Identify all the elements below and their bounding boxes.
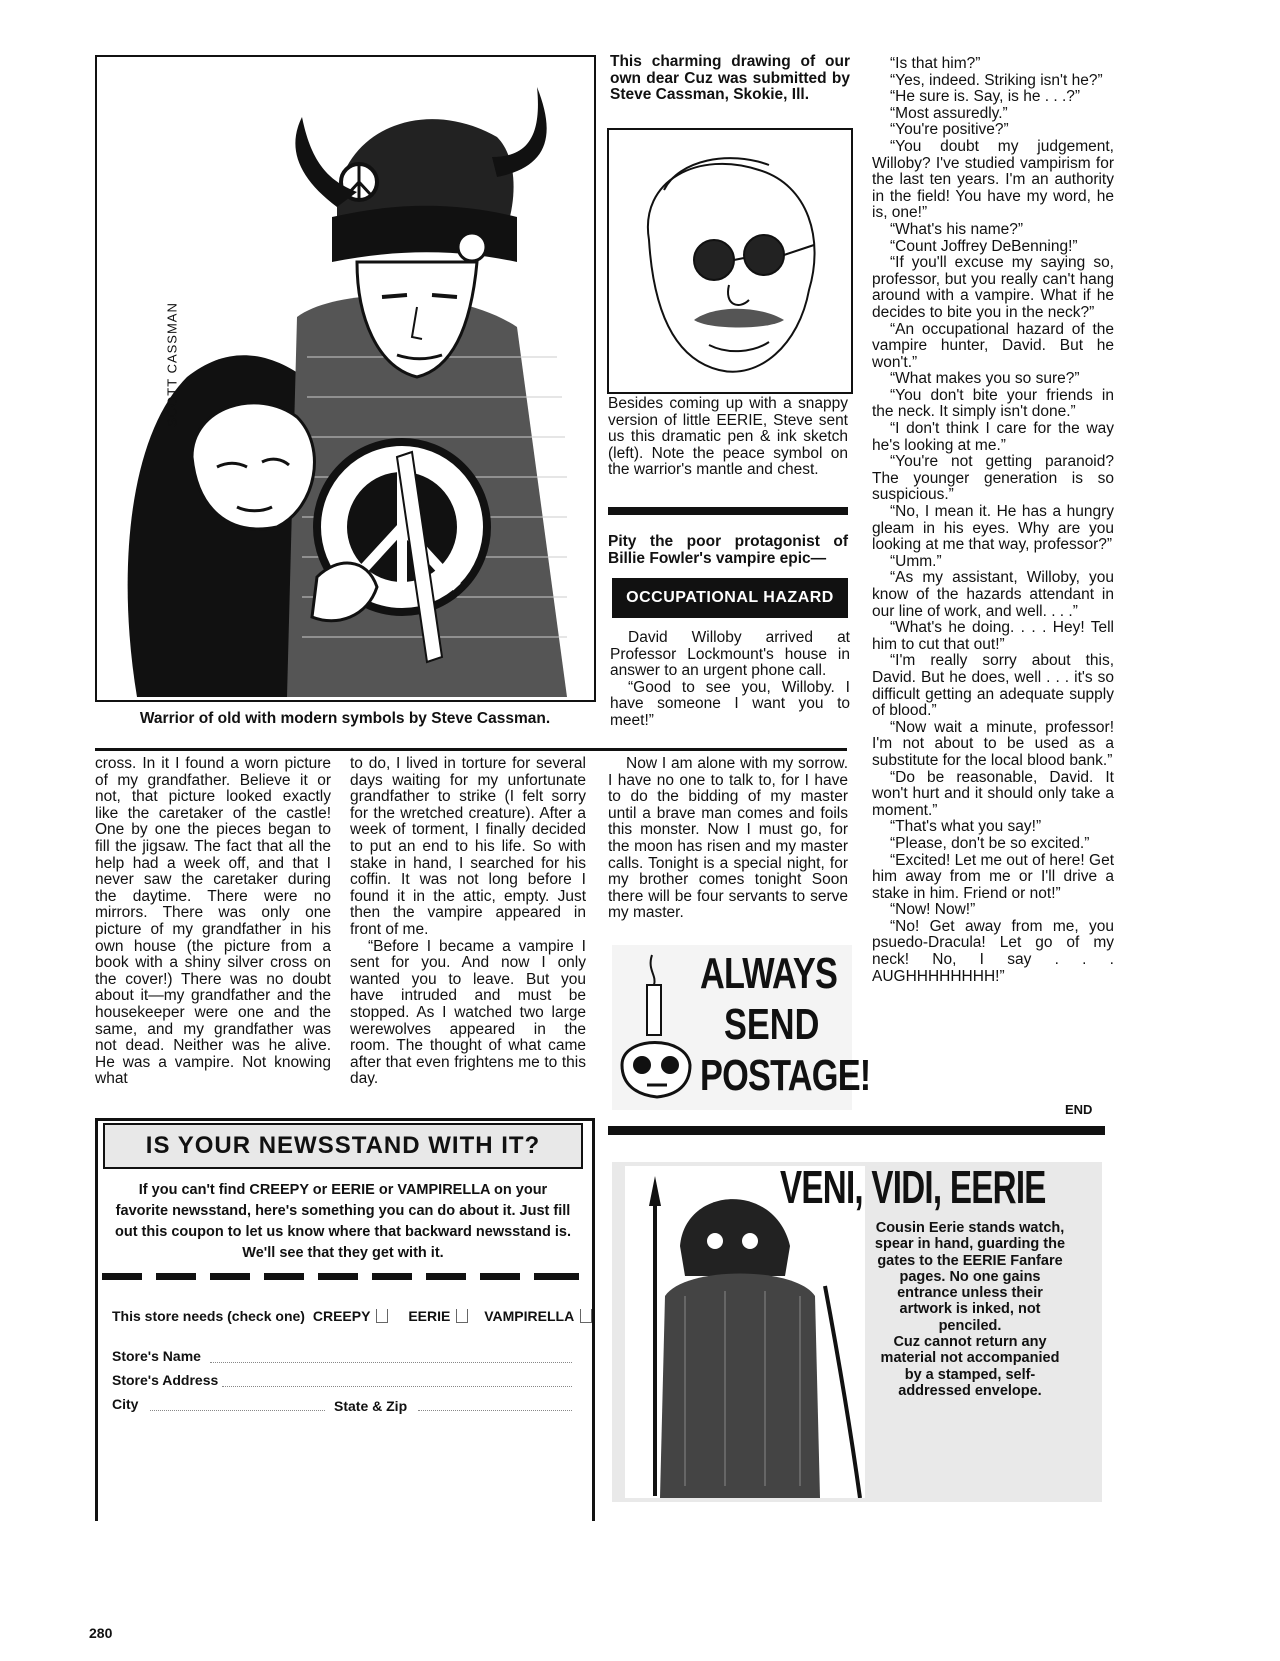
creepy-checkbox[interactable] bbox=[376, 1309, 388, 1323]
story-line: “What makes you so sure?” bbox=[890, 370, 1080, 388]
pity-intro: Pity the poor protagonist of Billie Fowler's vampire epic— bbox=[608, 533, 848, 567]
story-line: “You doubt my judgement, Willoby? I've studied vampirism for the last ten years. I'm an authority in the field! You have my word, he is, one!” bbox=[872, 137, 1114, 222]
eerie-guard-illustration bbox=[625, 1166, 865, 1498]
coupon-title: IS YOUR NEWSSTAND WITH IT? bbox=[103, 1123, 583, 1169]
story-line: “What's he doing. . . . Hey! Tell him to cut that out!” bbox=[872, 619, 1114, 653]
story-paragraph: “Good to see you, Willoby. I have someone I want you to meet!” bbox=[610, 678, 850, 729]
lower-column-2 bbox=[350, 756, 586, 1088]
story-paragraph: to do, I lived in torture for several days waiting for my unfortunate grandfather to strike (I felt sorry for the wretched creature). After a week of torment, I finally decided to put an end to his life. So with stake in hand, I searched for his coffin. It was not long before I found it in the attic, empty. Just then the vampire appeared in front of me. bbox=[350, 755, 586, 938]
postage-line-1: ALWAYS bbox=[700, 949, 838, 998]
coupon-body: If you can't find CREEPY or EERIE or VAMPIRELLA on your favorite newsstand, here's something you can do about it. Just fill out this coupon to let us know where that backward newsstand is. We'll see that they get with it. bbox=[114, 1182, 571, 1261]
story-line: “Yes, indeed. Striking isn't he?” bbox=[890, 71, 1103, 89]
story-paragraph: David Willoby arrived at Professor Lockmount's house in answer to an urgent phone call. bbox=[610, 629, 850, 680]
check-one-row bbox=[112, 1308, 600, 1324]
cousin-eerie-sketch bbox=[607, 128, 853, 394]
story-line: “Do be reasonable, David. It won't hurt and it should only take a moment.” bbox=[872, 768, 1114, 819]
postage-line-2: SEND bbox=[724, 1000, 820, 1049]
skull-candle-icon bbox=[612, 945, 702, 1110]
eerie-checkbox[interactable] bbox=[456, 1309, 468, 1323]
story-line: “Please, don't be so excited.” bbox=[890, 834, 1090, 852]
cousin-eerie-guard-icon bbox=[625, 1166, 865, 1498]
city-label: City bbox=[112, 1396, 139, 1412]
cuz-drawing-intro: This charming drawing of our own dear Cuz was submitted by Steve Cassman, Skokie, Ill. bbox=[610, 53, 850, 104]
story-line: “Now! Now!” bbox=[890, 901, 976, 919]
option-eerie: EERIE bbox=[408, 1308, 451, 1324]
column2-divider bbox=[608, 507, 848, 515]
story-paragraph: Now I am alone with my sorrow. I have no one to talk to, for I have to do the bidding of my master until a brave man comes and foils this monster. Now I must go, for the moon has risen and my master calls. Tonight is a special night, for my brother comes tonight Soon there will be four servants to serve my master. bbox=[608, 755, 848, 922]
occupational-hazard-story bbox=[872, 56, 1114, 985]
story-paragraph: “Before I became a vampire I sent for you. And now I only wanted you to leave. But you have intruded and must be stopped. As I watched two large werewolves appeared in the room. The thought of what came after that even frightens me to this day. bbox=[350, 937, 586, 1088]
eerie-box-paragraph-2: Cuz cannot return any material not accompanied by a stamped, self-addressed envelope. bbox=[880, 1334, 1060, 1399]
warrior-illustration bbox=[95, 55, 596, 702]
story-line: “That's what you say!” bbox=[890, 818, 1042, 836]
story-line: “You don't bite your friends in the neck. It simply isn't done.” bbox=[872, 386, 1114, 421]
illustration-caption: Warrior of old with modern symbols by Steve Cassman. bbox=[139, 710, 551, 727]
story-line: “You're not getting paranoid? The younger generation is so suspicious.” bbox=[872, 453, 1114, 504]
lower-column-3 bbox=[608, 756, 848, 922]
option-creepy: CREEPY bbox=[312, 1308, 371, 1324]
story-line: “Now wait a minute, professor! I'm not about to be used as a substitute for the local blood bank.” bbox=[872, 718, 1114, 769]
eerie-box-text bbox=[872, 1220, 1068, 1399]
artist-signature: SCOTT CASSMAN bbox=[164, 302, 180, 427]
story-line: “He sure is. Say, is he . . .?” bbox=[890, 88, 1081, 106]
story-line: “No! Get away from me, you psuedo-Dracula! Let go of my neck! No, I say . . . AUGHHHHHHHH!” bbox=[872, 917, 1114, 985]
story-title-occupational-hazard: OCCUPATIONAL HAZARD bbox=[612, 578, 848, 618]
check-label: This store needs (check one) bbox=[112, 1308, 305, 1324]
story-line: “As my assistant, Willoby, you know of the hazards attendant in our line of work, and well. . . .” bbox=[872, 569, 1114, 620]
always-send-postage-ad bbox=[612, 945, 871, 1110]
story-opening bbox=[610, 630, 850, 730]
vampirella-checkbox[interactable] bbox=[580, 1309, 592, 1323]
besides-paragraph: Besides coming up with a snappy version of little EERIE, Steve sent us this dramatic pen & ink sketch (left). Note the peace symbol on the warrior's mantle and chest. bbox=[608, 395, 848, 479]
eerie-box-paragraph-1: Cousin Eerie stands watch, spear in hand, guarding the gates to the EERIE Fanfare pages. No one gains entrance unless their artwork is inked, not penciled. bbox=[874, 1220, 1066, 1334]
end-mark: END bbox=[1065, 1102, 1093, 1117]
story-line: “Umm.” bbox=[890, 552, 942, 570]
story-line: “An occupational hazard of the vampire hunter, David. But he won't.” bbox=[872, 320, 1114, 371]
story-line: “Excited! Let me out of here! Get him away from me or I'll drive a stake in him. Friend or not!” bbox=[872, 851, 1115, 902]
story-line: “What's his name?” bbox=[890, 220, 1024, 238]
store-address-field[interactable] bbox=[222, 1386, 572, 1387]
store-name-field[interactable] bbox=[210, 1362, 572, 1363]
store-name-label: Store's Name bbox=[112, 1348, 201, 1364]
option-vampirella: VAMPIRELLA bbox=[484, 1308, 575, 1324]
story-line: “I'm really sorry about this, David. But he does, well . . . it's so difficult getting an adequate supply of blood.” bbox=[872, 652, 1114, 720]
story-line: “If you'll excuse my saying so, professor, but you really can't hang around with a vampire. What if he decides to bite you in the neck?” bbox=[872, 254, 1114, 321]
store-address-label: Store's Address bbox=[112, 1372, 219, 1388]
veni-vidi-eerie-title: VENI, VIDI, EERIE bbox=[780, 1161, 1046, 1213]
state-zip-field[interactable] bbox=[418, 1410, 572, 1411]
city-field[interactable] bbox=[150, 1410, 325, 1411]
lower-column-1 bbox=[95, 756, 331, 1088]
state-zip-label: State & Zip bbox=[334, 1398, 408, 1414]
story-line: “You're positive?” bbox=[890, 121, 1009, 139]
story-line: “Count Joffrey DeBenning!” bbox=[890, 237, 1078, 255]
postage-line-3: POSTAGE! bbox=[700, 1051, 871, 1100]
story-line: “I don't think I care for the way he's looking at me.” bbox=[872, 420, 1114, 454]
story-paragraph: cross. In it I found a worn picture of my grandfather. Believe it or not, that picture looked exactly like the caretaker of the castle! One by one the pieces began to fill the jigsaw. The fact that all the help had a week off, and that I never saw the caretaker during the daytime. There were no mirrors. There was only one picture of my grandfather in his own house (the picture from a book with a shiny silver cross on the cover!) There was no doubt about it—my grandfather and the housekeeper were one and the same, and my grandfather was not dead. Neither was he alive. He was a vampire. Not knowing what bbox=[95, 755, 331, 1088]
page-number: 280 bbox=[89, 1625, 113, 1641]
middle-divider bbox=[95, 748, 847, 751]
story-line: “Is that him?” bbox=[890, 55, 981, 72]
story-line: “Most assuredly.” bbox=[890, 104, 1008, 122]
right-divider bbox=[608, 1126, 1105, 1135]
cousin-eerie-sketch-illustration bbox=[609, 130, 851, 392]
story-line: “No, I mean it. He has a hungry gleam in his eyes. Why are you looking at me that way, professor?” bbox=[872, 503, 1114, 554]
